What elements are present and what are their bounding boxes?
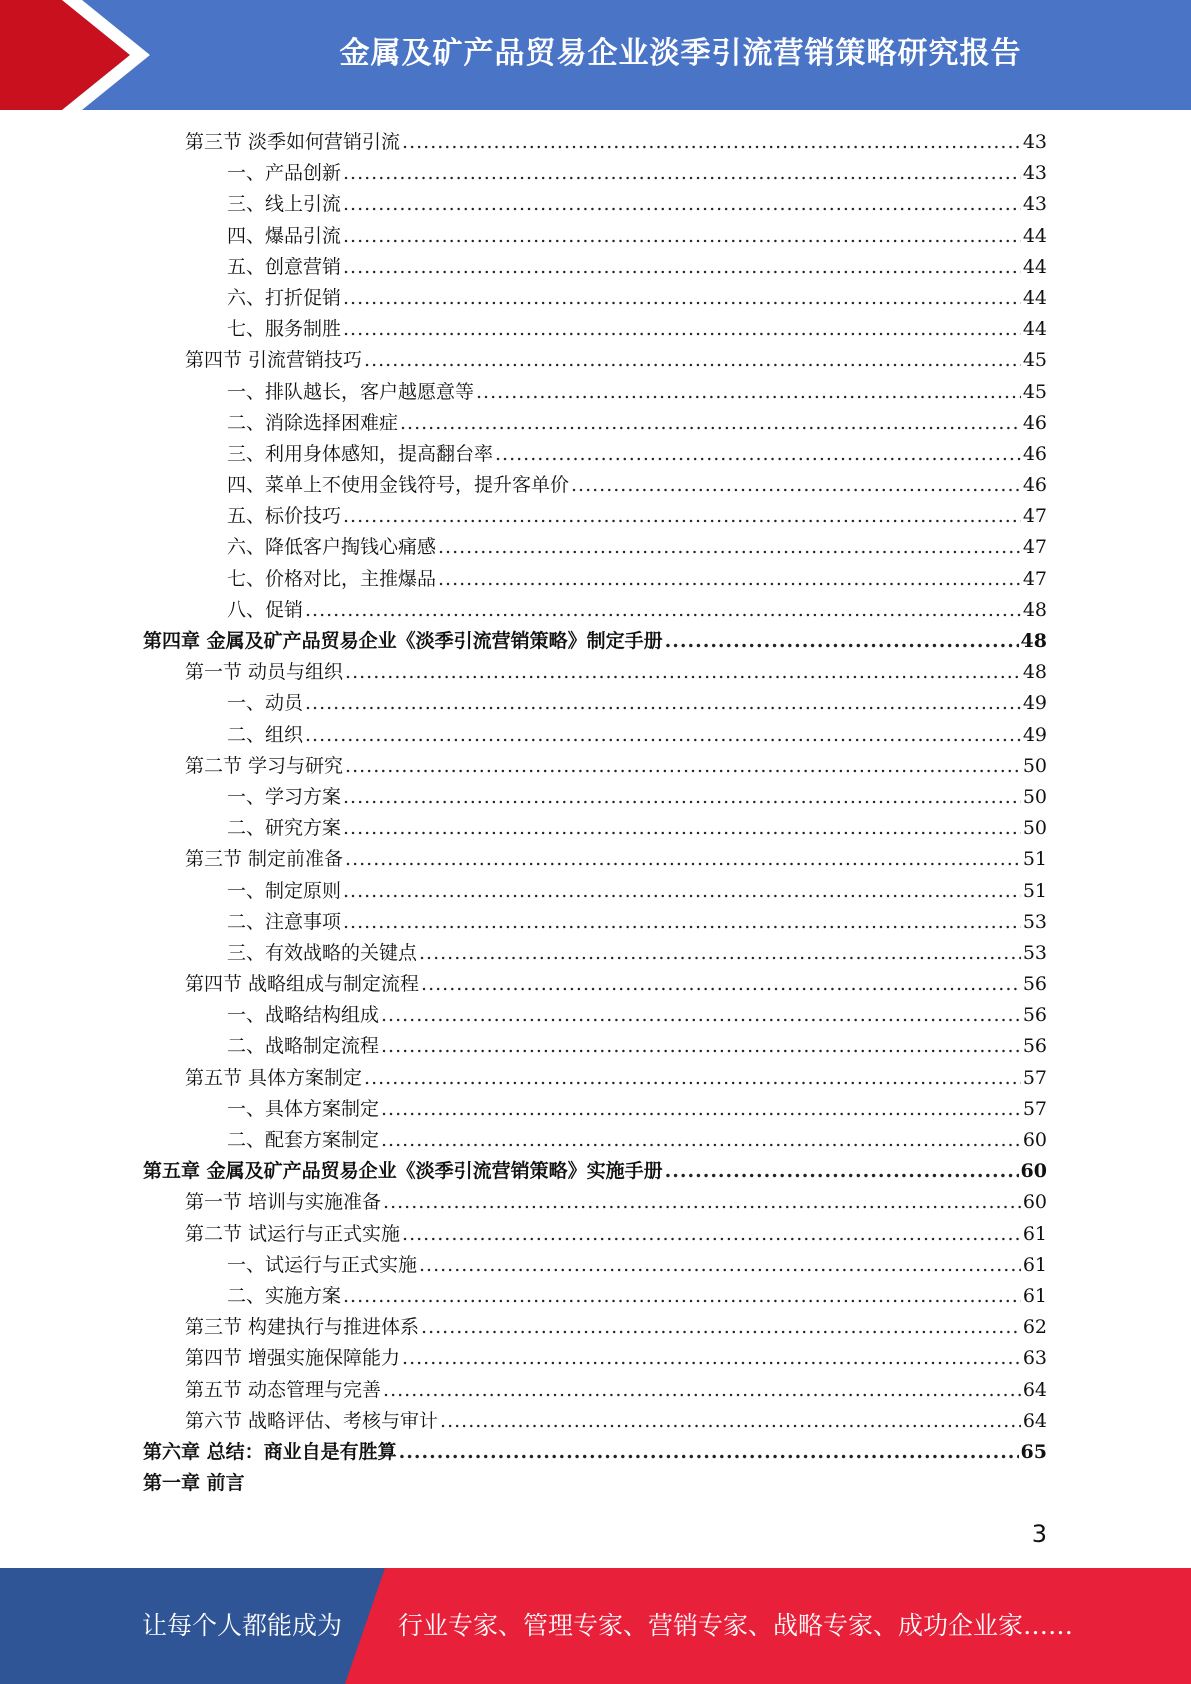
toc-entry-page: 56 [1022,973,1047,996]
toc-dot-leader [400,408,1021,439]
toc-entry[interactable] [143,813,1047,844]
toc-entry-title: 五、标价技巧 [227,505,342,528]
toc-dot-leader [305,688,1021,719]
page-number: 3 [1031,1520,1047,1548]
toc-dot-leader [383,1375,1021,1406]
toc-entry[interactable] [143,1437,1047,1468]
toc-entry[interactable] [143,782,1047,813]
toc-dot-leader [343,158,1021,189]
toc-entry[interactable] [143,408,1047,439]
toc-entry-title: 一、学习方案 [227,785,342,808]
toc-dot-leader [364,1063,1021,1094]
toc-entry[interactable] [143,127,1047,158]
toc-entry-page: 43 [1022,162,1047,185]
toc-entry[interactable] [143,1250,1047,1281]
toc-entry[interactable] [143,626,1047,657]
toc-entry[interactable] [143,969,1047,1000]
toc-dot-leader [438,532,1021,563]
toc-dot-leader [343,501,1021,532]
toc-entry-page: 56 [1022,1035,1047,1058]
toc-entry-page: 44 [1022,286,1047,309]
toc-entry-page: 53 [1022,910,1047,933]
toc-dot-leader [402,1343,1021,1374]
footer-slogan-right: 行业专家、管理专家、营销专家、战略专家、成功企业家…… [398,1611,1074,1640]
toc-dot-leader [345,657,1021,688]
toc-entry-title: 第三节 构建执行与推进体系 [185,1316,420,1339]
toc-entry[interactable] [143,1094,1047,1125]
toc-dot-leader [419,1250,1021,1281]
toc-dot-leader [343,782,1021,813]
toc-entry[interactable] [143,1125,1047,1156]
toc-entry-title: 第五节 动态管理与完善 [185,1378,382,1401]
toc-entry-page: 64 [1022,1378,1047,1401]
report-title: 金属及矿产品贸易企业淡季引流营销策略研究报告 [339,36,1022,71]
footer-slogan-left: 让每个人都能成为 [142,1611,343,1640]
toc-entry-title: 一、产品创新 [227,162,342,185]
toc-entry-page: 64 [1022,1409,1047,1432]
toc-entry[interactable] [143,938,1047,969]
toc-entry-title: 二、研究方案 [227,817,342,840]
toc-entry[interactable] [143,158,1047,189]
toc-entry-page: 50 [1022,785,1047,808]
toc-dot-leader [345,751,1021,782]
toc-entry-page: 47 [1022,567,1047,590]
toc-entry[interactable] [143,501,1047,532]
toc-entry-title: 第六节 战略评估、考核与审计 [185,1409,439,1432]
toc-entry-page: 60 [1022,1129,1047,1151]
toc-entry-page: 48 [1022,598,1047,621]
toc-dot-leader [495,439,1021,470]
toc-entry-page: 45 [1022,380,1047,403]
toc-entry[interactable] [143,283,1047,314]
toc-entry-page: 45 [1022,349,1047,372]
toc-entry-page: 51 [1022,848,1047,871]
toc-entry-page: 61 [1022,1253,1047,1276]
toc-entry-title: 四、爆品引流 [227,224,342,247]
toc-entry-page: 46 [1022,442,1047,465]
toc-entry-title: 第一节 动员与组织 [185,661,344,684]
toc-entry-page: 44 [1022,318,1047,341]
table-of-contents [143,127,1047,1499]
toc-entry[interactable] [143,314,1047,345]
toc-entry[interactable] [143,1031,1047,1062]
toc-entry[interactable] [143,564,1047,595]
toc-entry-page: 44 [1022,224,1047,247]
toc-entry-page: 50 [1022,817,1047,840]
toc-entry[interactable] [143,751,1047,782]
toc-dot-leader [343,1281,1021,1312]
toc-entry-title: 二、组织 [227,723,304,746]
toc-entry[interactable] [143,1312,1047,1343]
toc-entry[interactable] [143,907,1047,938]
toc-entry[interactable] [143,720,1047,751]
toc-dot-leader [343,252,1021,283]
toc-entry-title: 三、有效战略的关键点 [227,941,418,964]
toc-entry-title: 第四节 增强实施保障能力 [185,1347,401,1370]
toc-entry-title: 第四章 金属及矿产品贸易企业《淡季引流营销策略》制定手册 [143,630,663,652]
toc-entry-title: 三、利用身体感知，提高翻台率 [227,442,494,465]
toc-entry-page: 65 [1020,1440,1047,1463]
toc-entry-title: 一、动员 [227,692,304,715]
toc-entry[interactable] [143,1281,1047,1312]
toc-entry-title: 七、服务制胜 [227,318,342,341]
toc-entry[interactable] [143,844,1047,875]
page-footer [0,1568,1191,1684]
toc-entry-title: 一、具体方案制定 [227,1097,380,1120]
toc-dot-leader [399,1437,1019,1468]
toc-entry-title: 第一节 培训与实施准备 [185,1191,382,1214]
toc-entry-title: 第四节 战略组成与制定流程 [185,973,420,996]
toc-entry-title: 一、试运行与正式实施 [227,1253,418,1276]
toc-entry-title: 第三节 淡季如何营销引流 [185,131,401,153]
toc-entry[interactable] [143,1343,1047,1374]
toc-dot-leader [305,720,1021,751]
toc-entry-title: 六、降低客户掏钱心痛感 [227,536,437,559]
page-header [0,0,1191,110]
toc-entry[interactable] [143,1000,1047,1031]
toc-entry[interactable] [143,345,1047,376]
toc-entry-page: 57 [1022,1097,1047,1120]
toc-entry-page: 56 [1022,1004,1047,1027]
toc-entry[interactable] [143,657,1047,688]
toc-entry-title: 四、菜单上不使用金钱符号，提升客单价 [227,474,570,497]
toc-entry-page: 60 [1020,1160,1047,1183]
toc-entry-page: 61 [1022,1284,1047,1307]
toc-dot-leader [343,876,1021,907]
toc-dot-leader [383,1187,1021,1218]
toc-dot-leader [381,1000,1021,1031]
toc-dot-leader [345,844,1021,875]
toc-dot-leader [343,189,1021,220]
toc-entry[interactable] [143,1187,1047,1218]
toc-dot-leader [343,221,1021,252]
toc-entry[interactable] [143,1406,1047,1437]
toc-entry[interactable] [143,876,1047,907]
toc-entry-page: 57 [1022,1066,1047,1089]
toc-dot-leader [364,345,1021,376]
toc-dot-leader [381,1094,1021,1125]
toc-entry-title: 三、线上引流 [227,193,342,216]
toc-entry-title: 第二节 学习与研究 [185,754,344,777]
toc-entry-title: 八、促销 [227,598,304,621]
toc-dot-leader [571,470,1021,501]
toc-entry[interactable] [143,688,1047,719]
toc-entry-page: 63 [1022,1347,1047,1370]
toc-entry-page: 47 [1022,505,1047,528]
toc-entry-page: 49 [1022,723,1047,746]
toc-entry-page: 60 [1022,1191,1047,1214]
toc-entry[interactable] [143,1063,1047,1094]
toc-dot-leader [402,1219,1021,1250]
toc-entry-title: 一、制定原则 [227,879,342,902]
toc-dot-leader [421,969,1021,1000]
toc-entry-page: 44 [1022,255,1047,278]
toc-entry-page: 49 [1022,692,1047,715]
toc-entry-page: 51 [1022,879,1047,902]
toc-entry[interactable] [143,377,1047,408]
toc-entry-title: 二、消除选择困难症 [227,411,399,434]
toc-entry-title: 第五章 金属及矿产品贸易企业《淡季引流营销策略》实施手册 [143,1160,663,1183]
toc-entry-page: 47 [1022,536,1047,559]
toc-entry-page: 48 [1020,630,1047,652]
toc-dot-leader [343,314,1021,345]
toc-entry-title: 二、注意事项 [227,910,342,933]
toc-entry[interactable] [143,1375,1047,1406]
toc-dot-leader [343,283,1021,314]
toc-entry[interactable] [143,1156,1047,1187]
toc-entry[interactable] [143,1468,1047,1499]
toc-dot-leader [305,595,1021,626]
toc-entry[interactable] [143,439,1047,470]
toc-entry-title: 一、排队越长，客户越愿意等 [227,380,475,403]
toc-entry-page: 50 [1022,754,1047,777]
toc-entry-title: 五、创意营销 [227,255,342,278]
toc-entry[interactable] [143,252,1047,283]
toc-dot-leader [665,1156,1019,1187]
toc-entry-title: 二、实施方案 [227,1284,342,1307]
toc-entry-title: 第二节 试运行与正式实施 [185,1222,401,1245]
toc-entry[interactable] [143,221,1047,252]
toc-entry-title: 二、战略制定流程 [227,1035,380,1058]
toc-dot-leader [343,813,1021,844]
toc-dot-leader [402,127,1021,158]
toc-entry-title: 第五节 具体方案制定 [185,1066,363,1089]
toc-dot-leader [343,907,1021,938]
toc-dot-leader [438,564,1021,595]
toc-dot-leader [419,938,1021,969]
toc-entry-title: 第一章 前言 [143,1472,245,1495]
toc-entry-page: 53 [1022,941,1047,964]
toc-dot-leader [381,1125,1021,1156]
toc-dot-leader [440,1406,1021,1437]
toc-entry-title: 二、配套方案制定 [227,1129,380,1151]
toc-entry-page: 43 [1022,193,1047,216]
toc-dot-leader [381,1031,1021,1062]
toc-entry[interactable] [143,532,1047,563]
toc-entry-page: 62 [1022,1316,1047,1339]
toc-dot-leader [476,377,1021,408]
toc-entry-title: 六、打折促销 [227,286,342,309]
toc-entry-title: 七、价格对比，主推爆品 [227,567,437,590]
toc-dot-leader [665,626,1019,657]
toc-entry-page: 48 [1022,661,1047,684]
toc-entry-title: 一、战略结构组成 [227,1004,380,1027]
toc-entry-page: 61 [1022,1222,1047,1245]
toc-dot-leader [421,1312,1021,1343]
toc-entry-page: 46 [1022,474,1047,497]
toc-entry-page: 43 [1022,131,1047,153]
toc-entry-title: 第四节 引流营销技巧 [185,349,363,372]
toc-entry-title: 第三节 制定前准备 [185,848,344,871]
toc-entry-page: 46 [1022,411,1047,434]
toc-entry[interactable] [143,1219,1047,1250]
toc-entry[interactable] [143,189,1047,220]
toc-entry[interactable] [143,470,1047,501]
toc-entry[interactable] [143,595,1047,626]
toc-entry-title: 第六章 总结：商业自是有胜算 [143,1440,397,1463]
